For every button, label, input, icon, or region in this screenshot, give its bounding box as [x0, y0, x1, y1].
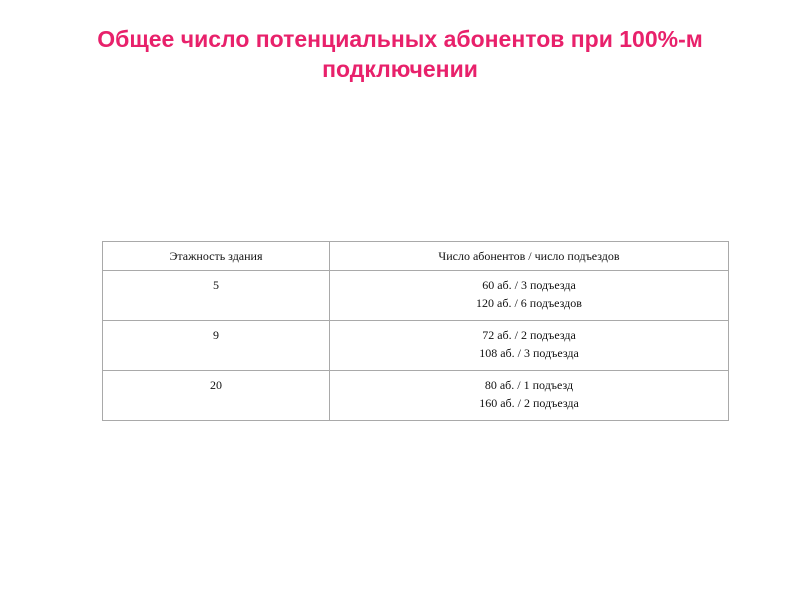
header-subscribers: Число абонентов / число подъездов	[330, 242, 729, 271]
header-floors: Этажность здания	[103, 242, 330, 271]
title-line-2: подключении	[322, 56, 478, 82]
subscribers-line-1: 72 аб. / 2 подъезда	[482, 328, 576, 342]
subscribers-line-2: 160 аб. / 2 подъезда	[479, 396, 579, 410]
subscribers-line-1: 80 аб. / 1 подъезд	[484, 378, 574, 392]
subscribers-table	[102, 241, 729, 421]
table-row	[103, 371, 729, 421]
cell-floors: 9	[103, 321, 330, 371]
title-line-1: Общее число потенциальных абонентов при 100%-м	[97, 26, 703, 52]
subscribers-line-2: 108 аб. / 3 подъезда	[479, 346, 579, 360]
cell-subscribers	[330, 271, 729, 321]
cell-subscribers	[330, 371, 729, 421]
subscribers-line-2: 120 аб. / 6 подъездов	[476, 296, 582, 310]
cell-subscribers	[330, 321, 729, 371]
table-row	[103, 271, 729, 321]
slide-title	[0, 24, 800, 84]
cell-floors: 20	[103, 371, 330, 421]
cell-floors: 5	[103, 271, 330, 321]
table-row	[103, 321, 729, 371]
subscribers-line-1: 60 аб. / 3 подъезда	[482, 278, 576, 292]
table-header-row	[103, 242, 729, 271]
